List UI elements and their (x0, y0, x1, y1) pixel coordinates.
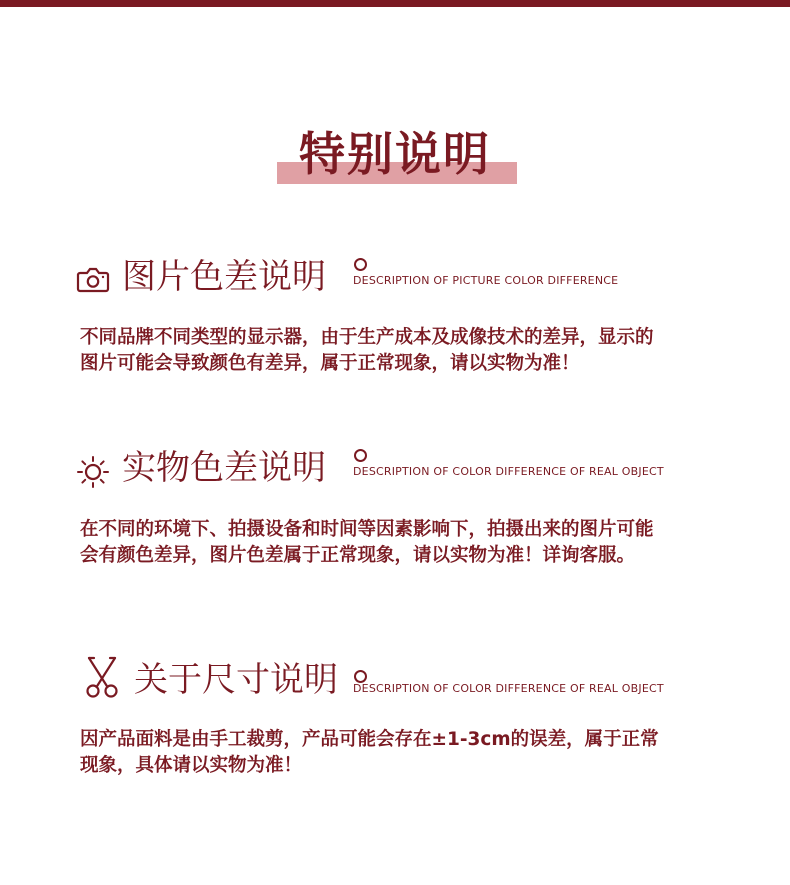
section-subtitle: DESCRIPTION OF COLOR DIFFERENCE OF REAL OBJECT (353, 682, 664, 695)
page-title: 特别说明 (299, 127, 491, 181)
circle-dot-icon (354, 449, 367, 462)
camera-icon (76, 262, 110, 296)
body-line: 图片可能会导致颜色有差异，属于正常现象，请以实物为准！ (80, 353, 580, 374)
section-title: 实物色差说明 (122, 448, 326, 488)
circle-dot-icon (354, 258, 367, 271)
section-body (80, 325, 730, 377)
section-subtitle: DESCRIPTION OF COLOR DIFFERENCE OF REAL OBJECT (353, 465, 664, 478)
body-line: 不同品牌不同类型的显示器，由于生产成本及成像技术的差异，显示的 (80, 327, 654, 348)
section-title: 关于尺寸说明 (134, 660, 338, 700)
body-line: 因产品面料是由手工裁剪，产品可能会存在±1-3cm的误差，属于正常 (80, 729, 659, 750)
section-title: 图片色差说明 (122, 257, 326, 297)
section-body (80, 517, 730, 569)
body-line: 在不同的环境下、拍摄设备和时间等因素影响下，拍摄出来的图片可能 (80, 519, 654, 540)
scissors-icon (82, 654, 122, 700)
sun-icon (76, 455, 110, 489)
top-bar (0, 0, 790, 7)
main-title-block (0, 122, 790, 192)
section-body (80, 727, 730, 779)
section-subtitle: DESCRIPTION OF PICTURE COLOR DIFFERENCE (353, 274, 619, 287)
body-line: 现象，具体请以实物为准！ (80, 755, 303, 776)
body-line: 会有颜色差异，图片色差属于正常现象，请以实物为准！详询客服。 (80, 545, 636, 566)
